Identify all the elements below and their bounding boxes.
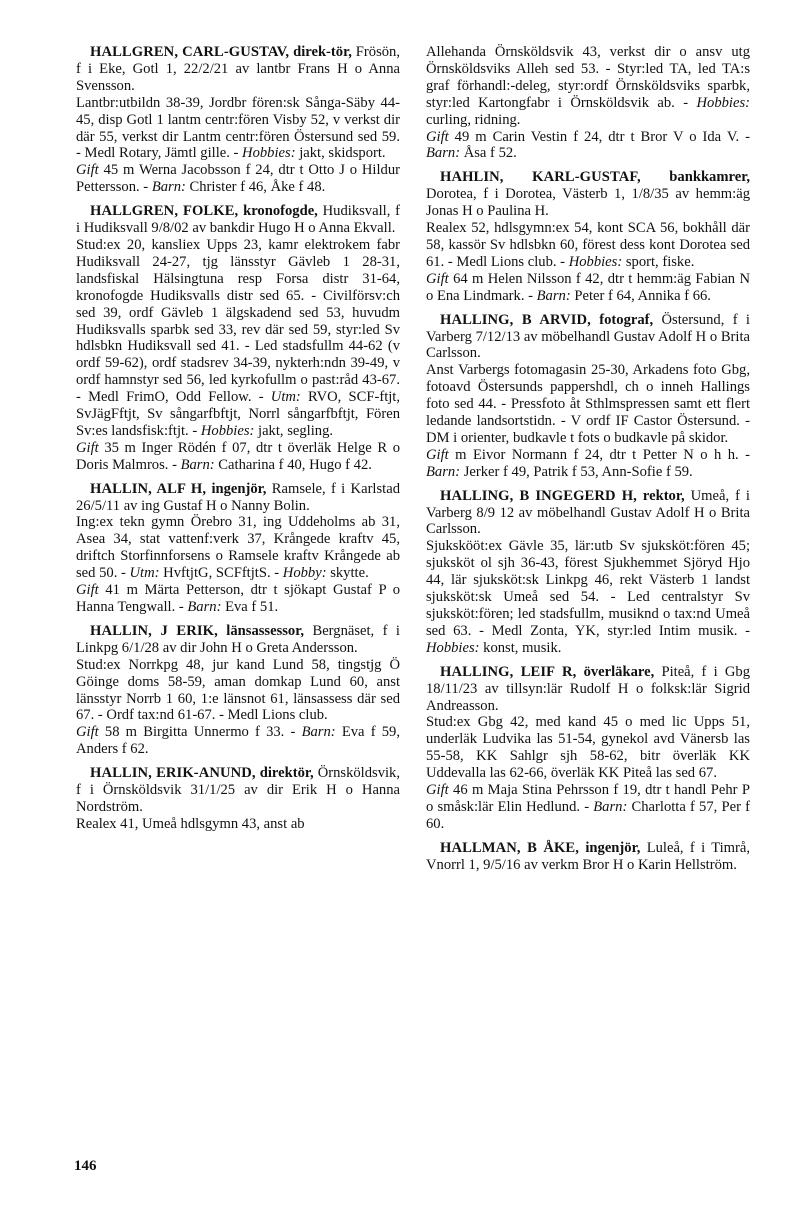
entry-text: Jerker f 49, Patrik f 53, Ann-Sofie f 59. xyxy=(460,463,693,480)
italic-label: Utm: xyxy=(129,565,160,582)
entry-text: Charlotta f 57, Per f 60. xyxy=(426,798,750,832)
entry-text: 35 m Inger Rödén f 07, dtr t överläk Helge R o Doris Malmros. - xyxy=(76,439,400,473)
entry-text: Stud:ex 20, kansliex Upps 23, kamr elektrokem fabr Hudiksvall 24-27, tjg länsstyr Gävleb 1 28-31, landsfiskal Hälsingtuna resp Forsa distr 31-64, kronofogde Hudiksvalls distr sed 65. - Civilförsv:ch sed 39, ordf Gävleb 1 älgskadend sed 53, huvudm Hudiksvalls sparbk sed 33, rev där sed 59, styr:led Sv hdlsbkn Hudiksvall sed 41. - Led stadsfullm 44-62 (v ordf 59-62), ordf stadsrev 34-39, nykterh:ndn 39-49, v ordf hamnstyr sed 56, led kyrkofullm o past:råd 43-67. - Medl FrimO, Odd Fellow. - xyxy=(76,236,400,406)
italic-label: Barn: xyxy=(426,145,461,162)
entry-text: Christer f 46, Åke f 48. xyxy=(185,179,326,196)
italic-label: Hobbies: xyxy=(568,253,623,270)
biography-entry xyxy=(76,765,400,833)
entry-title: överläkare, xyxy=(583,663,655,680)
biography-entry xyxy=(76,44,400,196)
entry-text: 46 m Maja Stina Pehrsson f 19, dtr t handl Pehr P o småsk:lär Elin Hedlund. - xyxy=(426,782,750,815)
entry-text: Åsa f 52. xyxy=(460,145,517,162)
entry-paragraph xyxy=(426,44,750,129)
italic-label: Hobbies: xyxy=(696,94,750,111)
entry-title: direktör, xyxy=(259,765,314,782)
entry-text: Östersund, f i Varberg 7/12/13 av möbelhandl Gustav Adolf H o Brita Carlsson. xyxy=(426,311,750,362)
entry-paragraph xyxy=(76,623,400,657)
entry-text: Sjukskööt:ex Gävle 35, lär:utb Sv sjuksköt:fören 45; sjuksköt ol sjh 36-43, förest Sjukhemmet Sjöryd Hjo 44, lär sjuksköt:sk Linkpg 46, rekt Västerb 1 landst sjuksköt:sk Umeå sed 54. - Led centralstyr Sv sjuksköt:fören; led stadsfullm, musiknd o tax:nd Umeå sed 63. - Medl Zonta, YK, styr:led Intim musik. - xyxy=(426,538,750,639)
entry-title: länsassessor, xyxy=(226,622,305,639)
entry-text: Ing:ex tekn gymn Örebro 31, ing Uddeholms ab 31, Asea 34, stat vattenf:verk 37, Krångede kraftv 45, driftch Storfinnforsens o Ramsele kraftv Krångede ab sed 50. - xyxy=(76,514,400,582)
entry-paragraph xyxy=(426,169,750,220)
biography-entry xyxy=(426,312,750,481)
biography-entry xyxy=(76,623,400,758)
italic-label: Gift xyxy=(76,439,99,456)
entry-text: Realex 52, hdlsgymn:ex 54, kont SCA 56, bokhåll där 58, kassör Sv hdlsbkn 60, förest dess kont Dorotea sed 61. - Medl Lions club. - xyxy=(426,220,750,270)
entry-text: jakt, skidsport. xyxy=(295,145,386,162)
entry-name: HALLMAN, B ÅKE, xyxy=(440,839,580,856)
entry-name: HALLGREN, FOLKE, xyxy=(90,203,239,220)
entry-text: 58 m Birgitta Unnermo f 33. - xyxy=(98,724,302,741)
entry-title: direk-tör, xyxy=(293,44,352,60)
entry-paragraph xyxy=(76,237,400,440)
entry-name: HALLIN, ALF H, xyxy=(90,480,207,497)
entry-title: kronofogde, xyxy=(243,203,318,220)
italic-label: Hobby: xyxy=(282,565,327,582)
entry-name: HALLING, LEIF R, xyxy=(440,663,577,680)
entry-text: Allehanda Örnsköldsvik 43, verkst dir o ansv utg Örnsköldsviks Alleh sed 53. - Styr:led TA, led TA:s graf förhandl:-deleg, styr:ordf Örnsköldsviks sparbk, styr:led Kartongfabr i Örnsköldsvik ab. - xyxy=(426,44,750,111)
entry-paragraph xyxy=(426,129,750,163)
biography-entry xyxy=(76,481,400,616)
entry-paragraph xyxy=(426,312,750,363)
entry-text: Piteå, f i Gbg 18/11/23 av tillsyn:lär Rudolf H o folksk:lär Sigrid Andreasson. xyxy=(426,663,751,714)
entry-text: Peter f 64, Annika f 66. xyxy=(570,287,711,304)
entry-paragraph xyxy=(76,203,400,237)
entry-text: Frösön, f i Eke, Gotl 1, 22/2/21 av lantbr Frans H o Anna Svensson. xyxy=(76,44,400,94)
entry-title: rektor, xyxy=(642,487,685,504)
biography-entry xyxy=(426,44,750,162)
entry-paragraph xyxy=(426,714,750,782)
entry-text: Luleå, f i Timrå, Vnorrl 1, 9/5/16 av verkm Bror H o Karin Hellström. xyxy=(426,839,750,873)
entry-text: Stud:ex Norrkpg 48, jur kand Lund 58, tingstjg Ö Göinge doms 58-59, aman domkap Lund 60, anst länsstyr Norrb 1 60, 1:e länsnot 61, länsassess där sed 67. - Ordf tax:nd 61-67. - Medl Lions club. xyxy=(76,656,400,724)
entry-paragraph xyxy=(76,816,400,833)
entry-text: konst, musik. xyxy=(479,639,562,656)
italic-label: Hobbies: xyxy=(200,422,255,439)
entry-paragraph xyxy=(76,44,400,95)
entry-text: Eva f 59, Anders f 62. xyxy=(76,724,400,758)
italic-label: Gift xyxy=(426,270,449,287)
italic-label: Gift xyxy=(76,582,99,599)
entry-text: Stud:ex Gbg 42, med kand 45 o med lic Upps 51, underläk Ludvika las 51-54, gynekol avd Vänersb las 55-58, KK Sahlgr sjh 58-62, bitr överläk KK Uddevalla las 62-66, överläk KK Piteå las sed 67. xyxy=(426,714,750,782)
italic-label: Barn: xyxy=(301,724,336,741)
entry-paragraph xyxy=(426,782,750,833)
italic-label: Barn: xyxy=(426,463,461,480)
entry-paragraph xyxy=(426,362,750,447)
entry-text: Hudiksvall, f i Hudiksvall 9/8/02 av bankdir Hugo H o Anna Ekvall. xyxy=(76,203,400,237)
entry-title: bankkamrer, xyxy=(669,169,750,186)
italic-label: Barn: xyxy=(593,798,628,815)
entry-text: Lantbr:utbildn 38-39, Jordbr fören:sk Sånga-Säby 44-45, disp Gotl 1 lantm centr:fören Visby 52, v verkst dir där 55, verkst dir Lantm centr:fören Östersund sed 59. - Medl Rotary, Jämtl gille. - xyxy=(76,94,400,162)
entry-text: Eva f 51. xyxy=(221,599,279,615)
entry-name: HALLING, B ARVID, xyxy=(440,311,591,328)
italic-label: Gift xyxy=(426,446,449,463)
entry-paragraph xyxy=(76,95,400,163)
italic-label: Utm: xyxy=(270,389,301,406)
entry-text: skytte. xyxy=(326,565,369,582)
entry-name: HALLIN, J ERIK, xyxy=(90,622,218,639)
italic-label: Gift xyxy=(76,724,99,741)
entry-name: HALLIN, ERIK-ANUND, xyxy=(90,765,256,782)
entry-text: Örnsköldsvik, f i Örnsköldsvik 31/1/25 av dir Erik H o Hanna Nordström. xyxy=(76,765,400,815)
entry-text: Realex 41, Umeå hdlsgymn 43, anst ab xyxy=(76,815,305,832)
entry-paragraph xyxy=(426,271,750,305)
entry-paragraph xyxy=(76,765,400,816)
entry-name: HALLING, B INGEGERD H, xyxy=(440,487,637,504)
page-number: 146 xyxy=(74,1158,97,1174)
italic-label: Hobbies: xyxy=(242,145,296,162)
entry-name: HAHLIN, KARL-GUSTAF, xyxy=(440,169,641,186)
biography-entry xyxy=(426,840,750,874)
entry-paragraph xyxy=(76,657,400,725)
entry-text: sport, fiske. xyxy=(622,253,695,270)
biography-entry xyxy=(426,664,750,833)
entry-paragraph xyxy=(426,840,750,874)
right-column xyxy=(426,44,750,881)
entry-paragraph xyxy=(76,582,400,616)
entry-text: curling, ridning. xyxy=(426,111,521,128)
entry-text: Umeå, f i Varberg 8/9 12 av möbelhandl Gustav Adolf H o Brita Carlsson. xyxy=(426,487,750,538)
italic-label: Barn: xyxy=(536,287,571,304)
italic-label: Gift xyxy=(426,782,449,799)
italic-label: Barn: xyxy=(180,456,215,473)
entry-text: jakt, segling. xyxy=(254,422,334,439)
biography-entry xyxy=(426,169,750,304)
entry-paragraph xyxy=(76,440,400,474)
entry-text: Anst Varbergs fotomagasin 25-30, Arkadens foto Gbg, fotoavd Östersunds pappershdl, ch o inneh Hallings foto sed 44. - Pressfoto åt Sthlmspressen samt ett flert ledande landsortstidn. - V ordf IF Castor Östersund. - DM i orienter, budkavle t fots o budkavle på skidor. xyxy=(426,362,750,446)
italic-label: Hobbies: xyxy=(426,639,480,656)
entry-paragraph xyxy=(76,514,400,582)
entry-text: Ramsele, f i Karlstad 26/5/11 av ing Gustaf H o Nanny Bolin. xyxy=(76,480,400,514)
entry-paragraph xyxy=(76,481,400,515)
entry-title: ingenjör, xyxy=(211,480,267,497)
entry-text: 64 m Helen Nilsson f 42, dtr t hemm:äg Fabian N o Ena Lindmark. - xyxy=(426,270,750,304)
entry-text: Dorotea, f i Dorotea, Västerb 1, 1/8/35 av hemm:äg Jonas H o Paulina H. xyxy=(426,186,750,220)
entry-paragraph xyxy=(426,220,750,271)
entry-paragraph xyxy=(426,488,750,539)
entry-paragraph xyxy=(426,664,750,715)
italic-label: Gift xyxy=(426,128,449,145)
entry-paragraph xyxy=(76,162,400,196)
entry-name: HALLGREN, CARL-GUSTAV, xyxy=(90,44,290,60)
entry-paragraph xyxy=(426,538,750,656)
entry-title: ingenjör, xyxy=(585,839,641,856)
entry-text: 49 m Carin Vestin f 24, dtr t Bror V o Ida V. - xyxy=(448,128,750,145)
entry-text: 41 m Märta Petterson, dtr t sjökapt Gustaf P o Hanna Tengwall. - xyxy=(76,582,400,615)
entry-text: Catharina f 40, Hugo f 42. xyxy=(214,456,372,473)
entry-paragraph xyxy=(76,724,400,758)
entry-text: RVO, SCF-ftjt, SvJägFftjt, Sv sångarfbftjt, Norrl sångarfbftjt, Fören Sv:es landsfisk:ftjt. - xyxy=(76,389,401,439)
biography-entry xyxy=(76,203,400,474)
entry-paragraph xyxy=(426,447,750,481)
entry-text: m Eivor Normann f 24, dtr t Petter N o h h. - xyxy=(448,446,750,463)
left-column xyxy=(76,44,400,840)
entry-title: fotograf, xyxy=(599,311,654,328)
biography-entry xyxy=(426,488,750,657)
italic-label: Barn: xyxy=(187,599,222,615)
entry-text: HvftjtG, SCFftjtS. - xyxy=(159,565,283,582)
entry-text: Bergnäset, f i Linkpg 6/1/28 av dir John H o Greta Andersson. xyxy=(76,622,400,656)
italic-label: Barn: xyxy=(151,179,186,196)
italic-label: Gift xyxy=(76,162,99,179)
entry-text: 45 m Werna Jacobsson f 24, dtr t Otto J o Hildur Pettersson. - xyxy=(76,162,400,196)
